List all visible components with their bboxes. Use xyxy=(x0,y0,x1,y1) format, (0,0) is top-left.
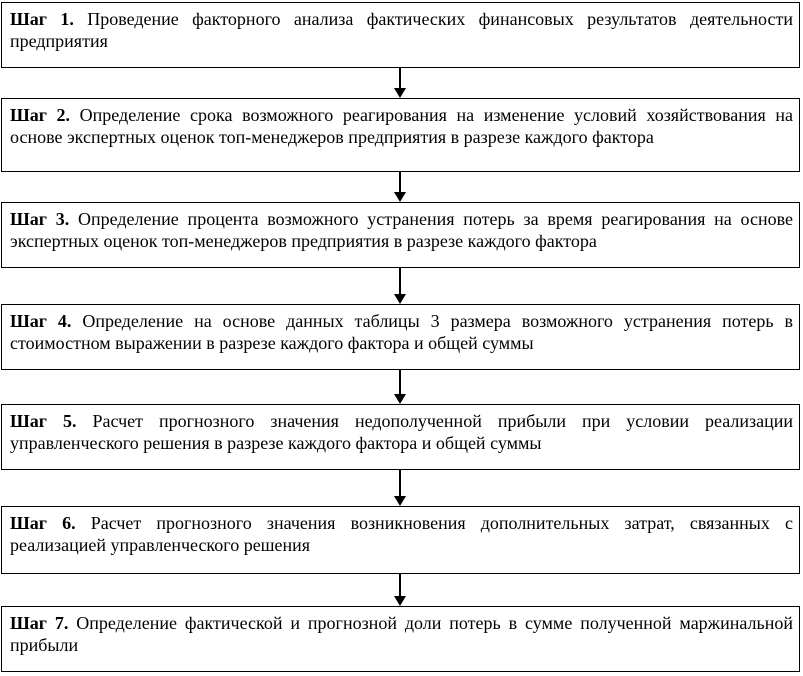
step-box-6 xyxy=(1,506,800,574)
step-text: Расчет прогнозного значения возникновения дополнительных затрат, связанных с реализацией управленческого решения xyxy=(10,513,793,555)
arrow-down-icon xyxy=(392,470,408,506)
arrow-down-icon xyxy=(392,68,408,98)
step-text: Расчет прогнозного значения недополученной прибыли при условии реализации управленческого решения в разрезе каждого фактора и общей суммы xyxy=(10,411,793,453)
step-box-3 xyxy=(1,202,800,268)
arrow-down-icon xyxy=(392,268,408,304)
arrow-down-icon xyxy=(392,370,408,404)
step-box-4 xyxy=(1,304,800,370)
step-text: Проведение факторного анализа фактических финансовых результатов деятельности предприятия xyxy=(10,9,793,51)
step-title: Шаг 7. xyxy=(10,613,69,633)
step-box-2 xyxy=(1,98,800,172)
step-title: Шаг 3. xyxy=(10,209,70,229)
step-title: Шаг 6. xyxy=(10,513,76,533)
step-title: Шаг 4. xyxy=(10,311,72,331)
step-text: Определение фактической и прогнозной доли потерь в сумме полученной маржинальной прибыли xyxy=(10,613,793,655)
step-text: Определение срока возможного реагирования на изменение условий хозяйствования на основе экспертных оценок топ-менеджеров предприятия в разрезе каждого фактора xyxy=(10,105,793,147)
step-box-5 xyxy=(1,404,800,470)
step-text: Определение на основе данных таблицы 3 размера возможного устранения потерь в стоимостном выражении в разрезе каждого фактора и общей суммы xyxy=(10,311,793,353)
arrow-down-icon xyxy=(392,574,408,606)
step-title: Шаг 2. xyxy=(10,105,71,125)
step-box-7 xyxy=(1,606,800,672)
step-text: Определение процента возможного устранения потерь за время реагирования на основе экспертных оценок топ-менеджеров предприятия в разрезе каждого фактора xyxy=(10,209,793,251)
step-title: Шаг 5. xyxy=(10,411,77,431)
step-title: Шаг 1. xyxy=(10,9,74,29)
step-box-1 xyxy=(1,2,800,68)
arrow-down-icon xyxy=(392,172,408,202)
